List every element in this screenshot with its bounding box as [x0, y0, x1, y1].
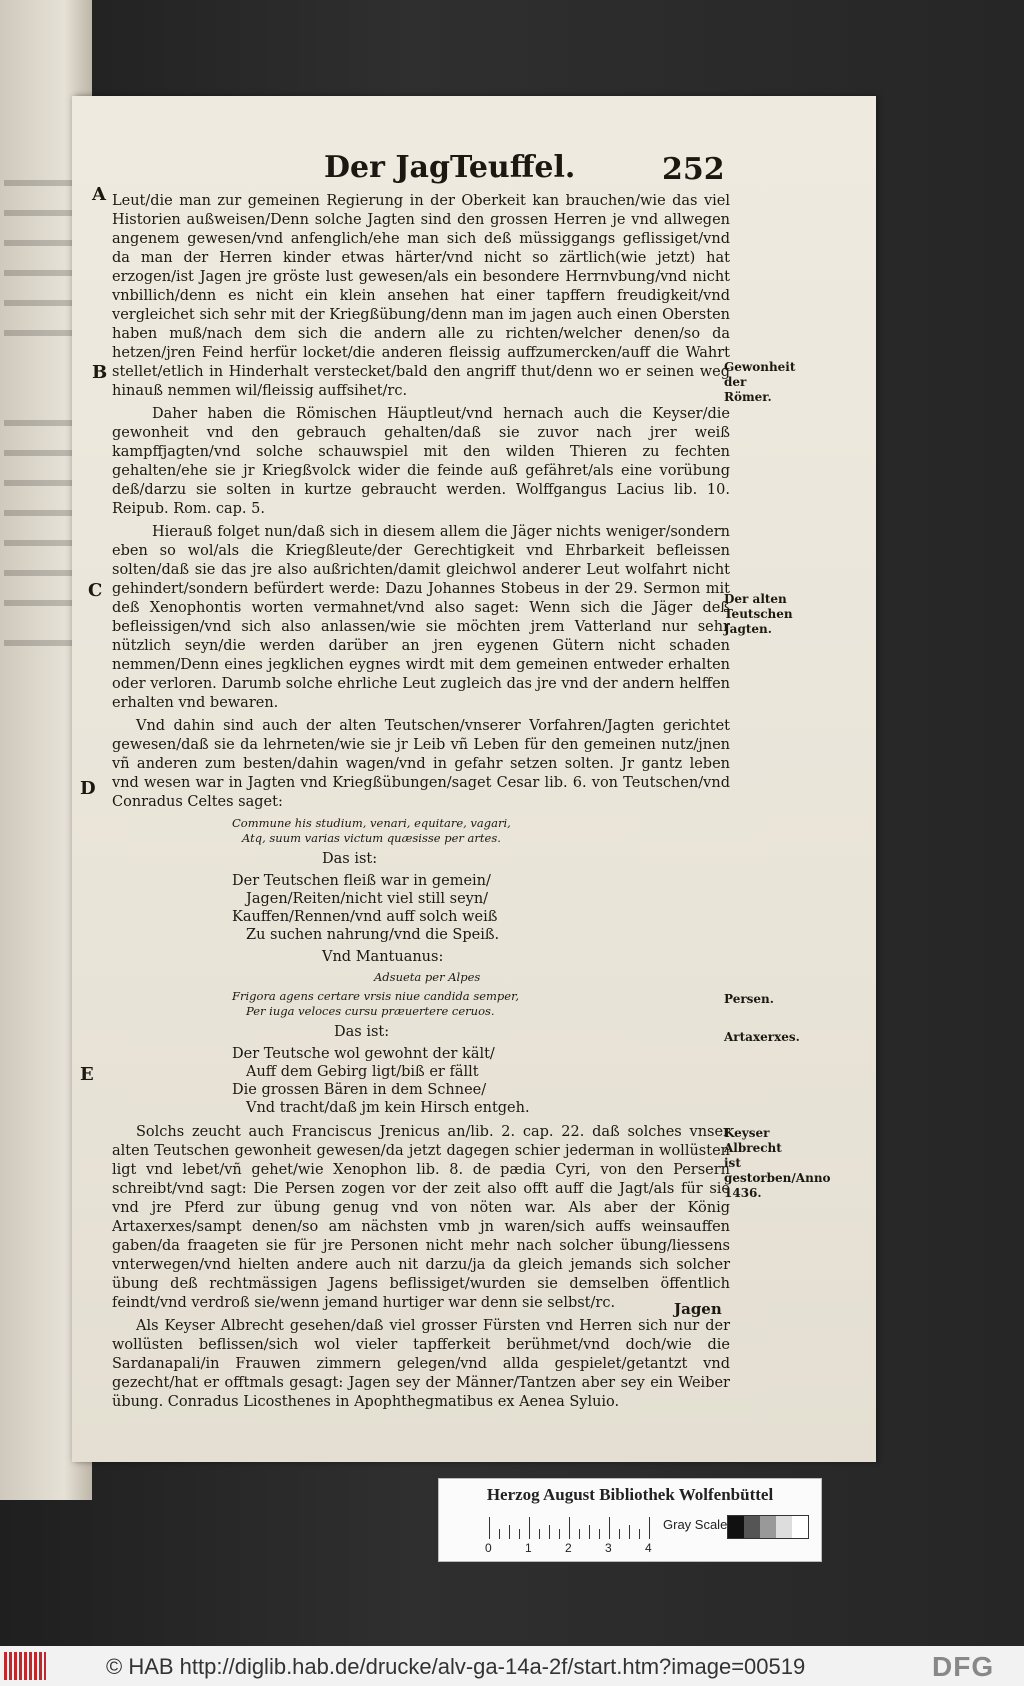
copyright-url[interactable]: © HAB http://diglib.hab.de/drucke/alv-ga-14a-2f/start.htm?image=00519 [106, 1654, 806, 1679]
scale-number: 2 [565, 1541, 572, 1555]
gray-scale-swatches [727, 1515, 809, 1539]
verse-line: Vnd tracht/daß jm kein Hirsch entgeh. [246, 1100, 530, 1116]
section-marker-c: C [88, 580, 103, 601]
verse-line: Der Teutsche wol gewohnt der kält/ [232, 1046, 495, 1062]
margin-note: Gewonheit der Römer. [724, 360, 796, 404]
verse-line: Kauffen/Rennen/vnd auff solch weiß [232, 909, 498, 925]
verse-line: Auff dem Gebirg ligt/biß er fällt [246, 1064, 479, 1080]
scale-number: 1 [525, 1541, 532, 1555]
margin-note: Artaxerxes. [724, 1030, 800, 1044]
library-name: Herzog August Bibliothek Wolfenbüttel [486, 1485, 774, 1504]
section-marker-a: A [92, 184, 106, 205]
paragraph: Daher haben die Römischen Häuptleut/vnd hernach auch die Keyser/die gewonheit vnd den gebrauch gehalten/daß sie zuvor nach jrer weiß kampffjagten/vnd solche schauwspiel mit den wilden Thieren zu fechten gehalten/ehe sie jr Kriegßvolck wider die feinde auß gefähret/als eine vorübung deß/darzu sie solten in kurtze gebraucht werden. Wolffgangus Lacius lib. 10. Reipub. Rom. cap. 5. [112, 406, 730, 517]
paragraph: Vnd dahin sind auch der alten Teutschen/vnserer Vorfahren/Jagten gerichtet gewesen/daß sie da lehrneten/wie sie jr Leib vñ Leben für den gemeinen nutz/jnen vñ anderen zum besten/dahin wagen/vnd in gefahr setzen solten. Jr gantz leben vnd wesen war in Jagten vnd Kriegßübungen/saget Cesar lib. 6. von Teutschen/vnd Conradus Celtes saget: [112, 718, 730, 810]
ruler-scale [489, 1517, 649, 1539]
german-verse [112, 872, 730, 944]
library-label-card [438, 1478, 822, 1562]
margin-note: Keyser Albrecht ist gestorben/Anno 1436. [724, 1126, 831, 1200]
verse-line: Per iuga veloces cursu præuertere ceruos. [246, 1004, 495, 1018]
body-text [112, 192, 730, 1416]
margin-note: Persen. [724, 992, 774, 1006]
section-marker-b: B [92, 362, 108, 383]
gray-scale-label: Gray Scale [663, 1517, 728, 1532]
section-marker-e: E [80, 1064, 94, 1085]
verse-line: Commune his studium, venari, equitare, vagari, [232, 816, 511, 830]
book-page [72, 96, 876, 1462]
latin-verse [112, 816, 730, 846]
verse-line: Der Teutschen fleiß war in gemein/ [232, 873, 491, 889]
verse-heading: Vnd Mantuanus: [322, 949, 444, 965]
dfg-logo: DFG [932, 1651, 995, 1682]
verse-heading: Das ist: [334, 1024, 390, 1040]
verse-line: Zu suchen nahrung/vnd die Speiß. [246, 927, 500, 943]
catchword: Jagen [674, 1300, 722, 1318]
page-number: 252 [662, 152, 725, 187]
paragraph: Leut/die man zur gemeinen Regierung in der Oberkeit kan brauchen/wie das viel Historien außweisen/Denn solche Jagten sind den grossen Herren je vnd allwegen angenem gewesen/vnd anfenglich/ehe man sich deß müssiggangs geflissiget/vnd da man der Herren kinder etwas härter/vnd nicht so zärtlich(wie jetzt) hat erzogen/ist Jagen jre gröste lust gewesen/als ein besondere Herrnvbung/vnd nicht vnbillich/denn es nicht ein klein ansehen hat einer tapffern freudigkeit/vnd vergleichet sich sehr mit der Kriegßübung/denn man im jagen auch einen Obersten haben muß/nach dem sich die andern alle zu richten/welcher denen/so da hetzen/jren Feind herfür locket/die anderen fleissig auffzumercken/auff die Wahrt stellet/etlich in Hinderhalt verstecket/bald den angriff thut/denn wo er seinen weg hinauß nemmen wil/fleissig auffsihet/rc. [112, 193, 730, 399]
verse-line: Die grossen Bären in dem Schnee/ [232, 1082, 487, 1098]
scale-number: 0 [485, 1541, 492, 1555]
verse-line: Atq, suum varias victum quæsisse per artes. [242, 831, 501, 845]
scale-number: 4 [645, 1541, 652, 1555]
barcode-icon [4, 1652, 46, 1680]
verse-line: Jagen/Reiten/nicht viel still seyn/ [246, 891, 489, 907]
margin-note: Der alten Teutschen Jagten. [724, 592, 793, 636]
running-title: Der JagTeuffel. [324, 150, 576, 185]
german-verse [112, 1045, 730, 1117]
verse-line: Frigora agens certare vrsis niue candida semper, [232, 989, 519, 1003]
paragraph: Hierauß folget nun/daß sich in diesem allem die Jäger nichts weniger/sondern eben so wol/als die Kriegßleute/der Gerechtigkeit vnd Ehrbarkeit befleissen solten/daß sie das jre also außrichten/damit gleichwol anderer Leut wolfahrt nicht gehindert/sondern befürdert werde: Dazu Johannes Stobeus in der 29. Sermon mit deß Xenophontis worten vermahnet/vnd also saget: Wenn sich die Jäger deß befleissigen/vnd sich also anlassen/wie sie möchten jrem Vatterland nur sehr nützlich seyn/die werden darüber an jren eygenen Gütern nicht schaden nemmen/Denn eines jegklichen eygnes wirdt mit dem gemeinen entweder erhalten oder verloren. Darumb solche ehrliche Leut zugleich das jre vnd der andern helffen erhalten vnd bewaren. [112, 524, 730, 711]
section-marker-d: D [80, 778, 96, 799]
verse-heading: Das ist: [322, 851, 378, 867]
paragraph: Solchs zeucht auch Franciscus Jrenicus an/lib. 2. cap. 22. daß solches vnser alten Teutschen gewonheit gewesen/da jetzt dagegen schier jederman in wollüsten ligt vnd lebet/vñ gehet/wie Xenophon lib. 8. de pædia Cyri, von den Persern schreibt/vnd sagt: Die Persen zogen vor der zeit also offt auff die Jagt/als für sie vnd jre Pferd zur übung genug vnd von nöten war. Als aber der König Artaxerxes/sampt denen/so am nächsten vmb jn waren/sich auffs weinsauffen gaben/da fraageten sie für jre Personen nicht mehr nach solcher übung/liessens vnterwegen/vnd hielten andere auch nit darzu/ja da gleich jemands sich solcher übung deß rechtmässigen Jagens beflissiget/wurden sie demselben öffentlich feindt/vnd verdroß sie/wenn jemand hurtiger war denn sie selbst/rc. [112, 1124, 730, 1311]
latin-verse [112, 989, 730, 1019]
paragraph: Als Keyser Albrecht gesehen/daß viel grosser Fürsten vnd Herren sich nur der wollüsten beflissen/sich wol vieler tapfferkeit berühmet/vnd doch/wie die Sardanapali/in Frauwen zimmern gelegen/vnd allda gespielet/getantzt vnd gezecht/hat er offtmals gesagt: Jagen sey der Männer/Tantzen aber sey ein Weiber übung. Conradus Licosthenes in Apophthegmatibus ex Aenea Syluio. [112, 1318, 730, 1410]
page-header [72, 150, 876, 190]
footer-bar [0, 1646, 1024, 1686]
latin-verse-head: Adsueta per Alpes [374, 970, 481, 984]
scale-number: 3 [605, 1541, 612, 1555]
